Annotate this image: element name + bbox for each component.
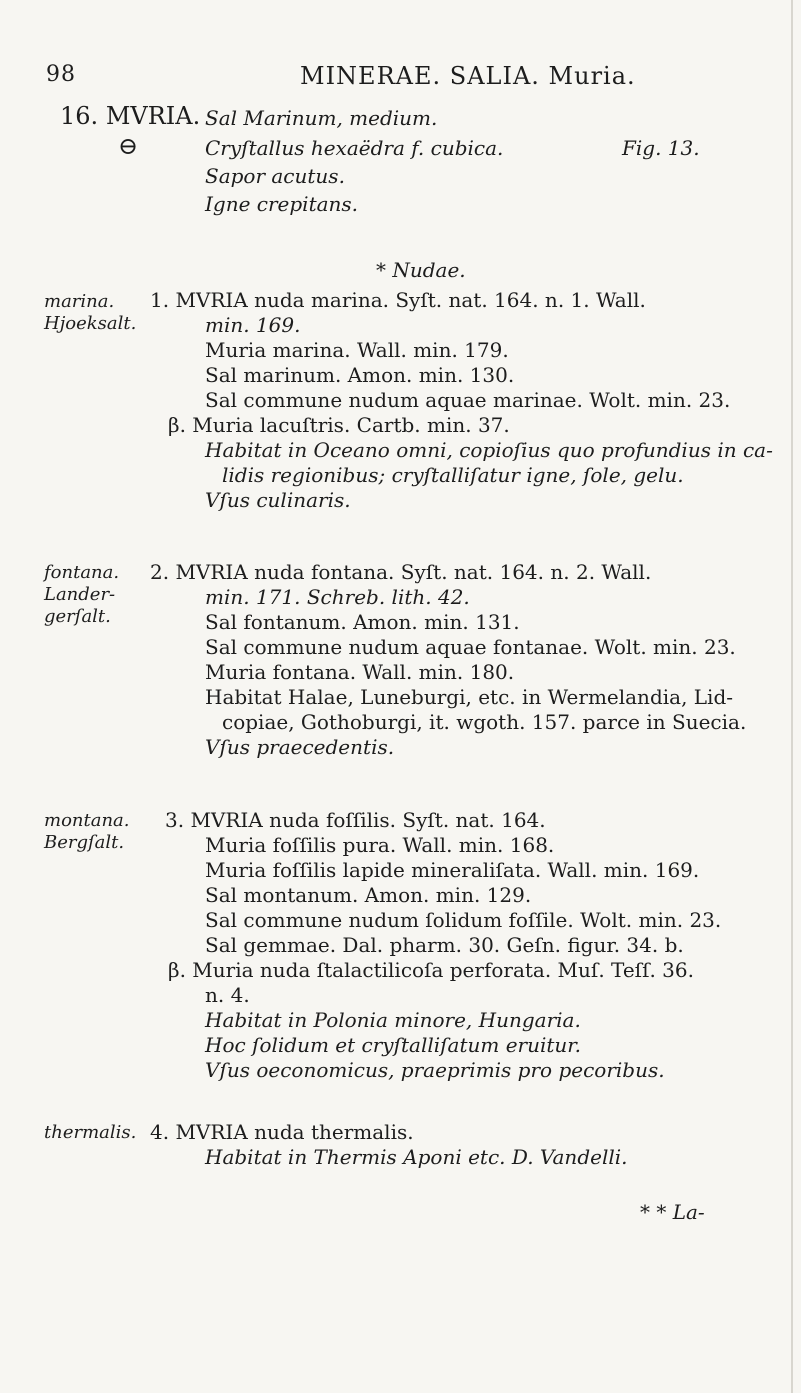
entry1-line5: Sal commune nudum aquae marinae. Wolt. min. 23. xyxy=(205,388,731,412)
running-title: MINERAE. SALIA. Muria. xyxy=(300,62,636,90)
entry2-line4: Sal commune nudum aquae fontanae. Wolt. min. 23. xyxy=(205,635,736,659)
entry3-line5: Sal commune nudum ſolidum foſſile. Wolt. min. 23. xyxy=(205,908,722,932)
entry1-line7: Habitat in Oceano omni, copioſius quo profundius in ca- xyxy=(205,438,773,462)
genus-def-1: Sal Marinum, medium. xyxy=(205,106,438,130)
entry1-line4: Sal marinum. Amon. min. 130. xyxy=(205,363,515,387)
page-edge-rule xyxy=(791,0,793,1393)
margin-note-3a: montana. xyxy=(44,810,130,831)
margin-note-2a: fontana. xyxy=(44,562,120,583)
margin-note-2b: Lander- xyxy=(44,584,116,605)
margin-note-1b: Hjoeksalt. xyxy=(44,313,137,334)
entry3-line10: Hoc ſolidum et cryſtalliſatum eruitur. xyxy=(205,1033,582,1057)
entry2-line1: 2. MVRIA nuda fontana. Syſt. nat. 164. n. 2. Wall. xyxy=(150,560,652,584)
genus-def-2: Cryſtallus hexaëdra f. cubica. xyxy=(205,136,504,160)
genus-def-3: Sapor acutus. xyxy=(205,164,345,188)
entry1-line3: Muria marina. Wall. min. 179. xyxy=(205,338,509,362)
margin-note-3b: Bergſalt. xyxy=(44,832,125,853)
entry3-line2: Muria foſſilis pura. Wall. min. 168. xyxy=(205,833,555,857)
genus-number-name xyxy=(60,104,200,129)
entry3-line8: n. 4. xyxy=(205,983,250,1007)
genus-number: 16. xyxy=(60,102,99,130)
figure-reference: Fig. 13. xyxy=(622,136,700,160)
entry2-line5: Muria fontana. Wall. min. 180. xyxy=(205,660,515,684)
entry4-line1: 4. MVRIA nuda thermalis. xyxy=(150,1120,414,1144)
genus-symbol: ⊖ xyxy=(118,132,139,160)
entry1-line2: min. 169. xyxy=(205,313,301,337)
page-number: 98 xyxy=(46,62,76,87)
entry3-line4: Sal montanum. Amon. min. 129. xyxy=(205,883,532,907)
entry2-line6: Habitat Halae, Luneburgi, etc. in Wermelandia, Lid- xyxy=(205,685,734,709)
margin-note-2c: gerſalt. xyxy=(44,606,111,627)
genus-name: MVRIA. xyxy=(105,102,201,130)
entry1-line1: 1. MVRIA nuda marina. Syſt. nat. 164. n. 1. Wall. xyxy=(150,288,646,312)
entry1-line9: Vſus culinaris. xyxy=(205,488,351,512)
genus-def-4: Igne crepitans. xyxy=(205,192,359,216)
entry4-line2: Habitat in Thermis Aponi etc. D. Vandelli. xyxy=(205,1145,628,1169)
entry3-line6: Sal gemmae. Dal. pharm. 30. Geſn. figur. 34. b. xyxy=(205,933,684,957)
entry3-line9: Habitat in Polonia minore, Hungaria. xyxy=(205,1008,581,1032)
margin-note-1a: marina. xyxy=(44,291,115,312)
entry3-line7: β. Muria nuda ſtalactilicoſa perforata. Muſ. Teſſ. 36. xyxy=(168,958,694,982)
entry1-line8: lidis regionibus; cryſtalliſatur igne, ſole, gelu. xyxy=(222,463,684,487)
entry2-line2: min. 171. Schreb. lith. 42. xyxy=(205,585,470,609)
entry2-line3: Sal fontanum. Amon. min. 131. xyxy=(205,610,520,634)
section-heading: * Nudae. xyxy=(376,258,466,282)
entry3-line3: Muria foſſilis lapide mineraliſata. Wall. min. 169. xyxy=(205,858,700,882)
entry2-line7: copiae, Gothoburgi, it. wgoth. 157. parce in Suecia. xyxy=(222,710,747,734)
catchword: * * La- xyxy=(640,1200,705,1224)
entry1-line6: β. Muria lacuſtris. Cartb. min. 37. xyxy=(168,413,510,437)
margin-note-4a: thermalis. xyxy=(44,1122,137,1143)
entry2-line8: Vſus praecedentis. xyxy=(205,735,395,759)
entry3-line1: 3. MVRIA nuda foſſilis. Syſt. nat. 164. xyxy=(165,808,546,832)
entry3-line11: Vſus oeconomicus, praeprimis pro pecoribus. xyxy=(205,1058,665,1082)
